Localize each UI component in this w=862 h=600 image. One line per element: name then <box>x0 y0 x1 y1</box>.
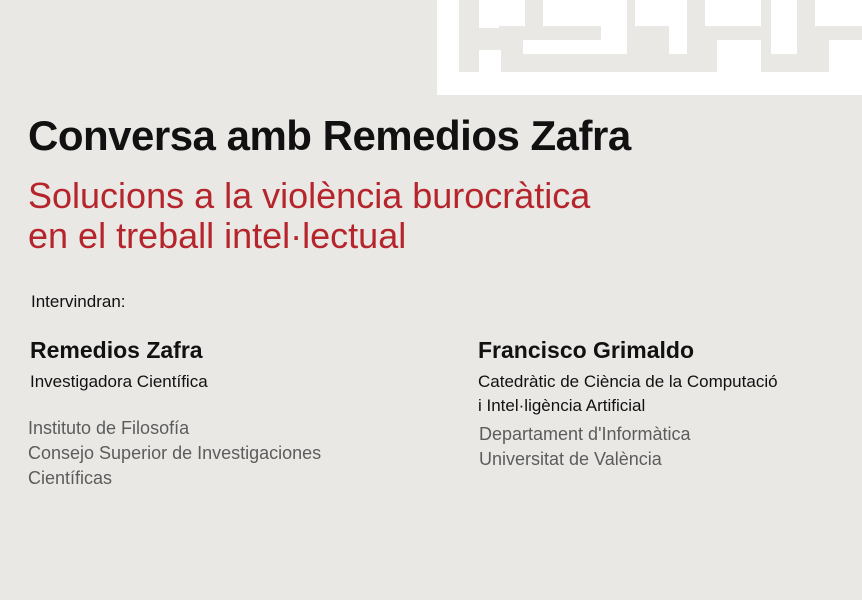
speaker-role-line: Investigadora Científica <box>30 372 208 391</box>
speaker-institution-line: Instituto de Filosofía <box>28 418 190 438</box>
speaker-card-grimaldo <box>478 336 778 472</box>
speaker-institution-line: Departament d'Informàtica <box>479 424 691 444</box>
speaker-role <box>478 370 778 418</box>
speaker-role-line: i Intel·ligència Artificial <box>478 396 646 415</box>
speaker-institution <box>479 422 778 472</box>
speaker-role-line: Catedràtic de Ciència de la Computació <box>478 372 778 391</box>
speakers-intro: Intervindran: <box>31 292 126 311</box>
subtitle-line: Solucions a la violència burocràtica <box>28 175 591 216</box>
event-subtitle <box>28 176 590 256</box>
speaker-institution <box>28 416 321 491</box>
speaker-name: Francisco Grimaldo <box>478 337 695 363</box>
speaker-role <box>30 370 321 394</box>
speaker-name: Remedios Zafra <box>30 337 203 363</box>
speaker-institution-line: Universitat de València <box>479 449 662 469</box>
decorative-maze-pattern <box>437 0 862 95</box>
event-title: Conversa amb Remedios Zafra <box>28 112 631 159</box>
speaker-institution-line: Consejo Superior de Investigaciones <box>28 443 322 463</box>
speaker-card-zafra <box>30 336 321 491</box>
speaker-institution-line: Científicas <box>28 468 113 488</box>
subtitle-line: en el treball intel·lectual <box>28 215 407 256</box>
